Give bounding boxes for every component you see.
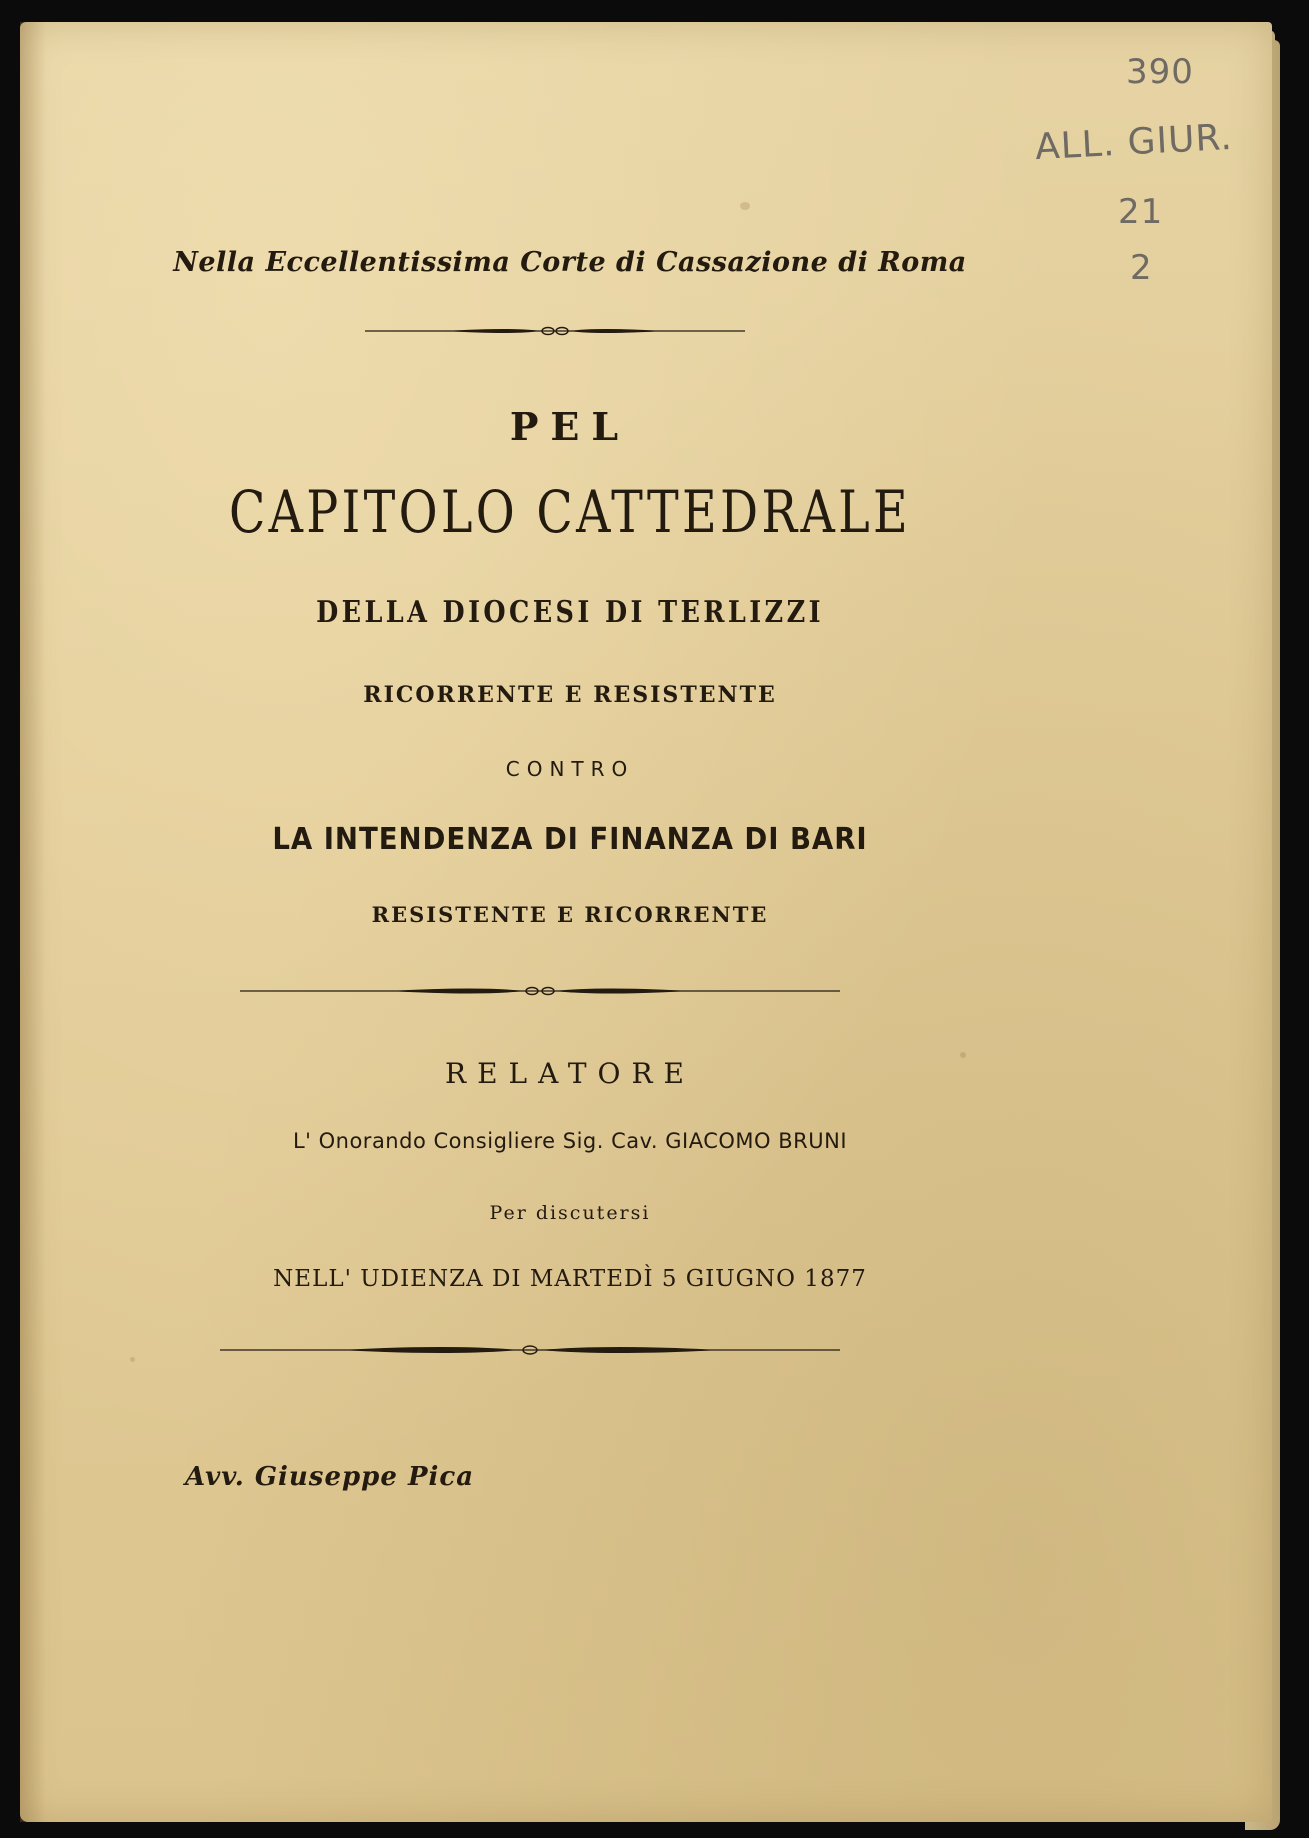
title-page xyxy=(20,22,1272,1822)
hearing-date: NELL' UDIENZA DI MARTEDÌ 5 GIUGNO 1877 xyxy=(273,1266,867,1292)
main-title: CAPITOLO CATTEDRALE xyxy=(228,478,912,546)
party2-role: RESISTENTE E RICORRENTE xyxy=(371,902,769,927)
foxing-spot xyxy=(130,1357,135,1362)
party2-name: LA INTENDENZA DI FINANZA DI BARI xyxy=(272,822,868,857)
subtitle: DELLA DIOCESI DI TERLIZZI xyxy=(316,595,824,630)
pencil-part-mark: 2 xyxy=(1130,248,1153,288)
foxing-spot xyxy=(740,202,750,210)
pencil-volume-mark: 21 xyxy=(1118,192,1164,232)
discutersi-label: Per discutersi xyxy=(489,1202,651,1224)
relatore-label: RELATORE xyxy=(445,1057,695,1090)
party1-role: RICORRENTE E RESISTENTE xyxy=(363,682,777,708)
pel-label: PEL xyxy=(509,404,631,449)
ornamental-rule-top xyxy=(365,324,745,338)
court-heading: Nella Eccellentissima Corte di Cassazione di Roma xyxy=(173,247,967,278)
ornamental-rule-middle xyxy=(240,984,840,998)
author-name: Avv. Giuseppe Pica xyxy=(185,1462,475,1492)
ornamental-rule-bottom xyxy=(220,1343,840,1357)
relatore-name: L' Onorando Consigliere Sig. Cav. GIACOMO BRUNI xyxy=(292,1129,848,1153)
pencil-shelf-number: 390 xyxy=(1126,52,1194,92)
pencil-collection-mark: ALL. GIUR. xyxy=(1034,116,1234,169)
contro-label: CONTRO xyxy=(505,757,635,781)
